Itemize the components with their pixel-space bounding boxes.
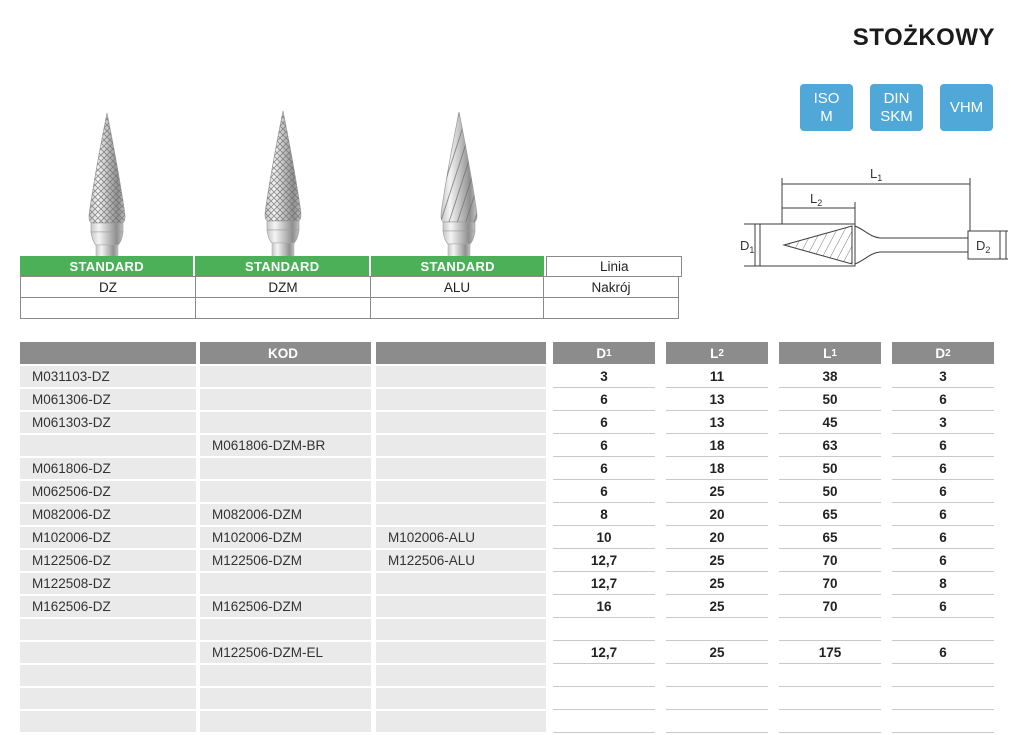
d1-value — [553, 665, 655, 687]
kod-cell-dzm — [200, 412, 371, 433]
d1-value: 6 — [553, 458, 655, 480]
table-row — [20, 412, 997, 435]
standard-header: STANDARD — [371, 256, 544, 277]
l2-value: 25 — [666, 573, 768, 595]
d2-value — [892, 711, 994, 733]
kod-cell-alu — [376, 619, 546, 640]
table-row — [20, 711, 997, 734]
d1-value: 16 — [553, 596, 655, 618]
l2-value — [666, 688, 768, 710]
d1-value: 6 — [553, 412, 655, 434]
kod-cell-dzm — [200, 573, 371, 594]
l2-value — [666, 711, 768, 733]
diagram-label-l2: $L_2$ — [810, 191, 823, 208]
d2-value — [892, 665, 994, 687]
l1-value: 50 — [779, 458, 881, 480]
d2-value: 6 — [892, 458, 994, 480]
variant-empty-row — [20, 298, 682, 319]
diagram-label-l1: $L_1$ — [870, 166, 883, 183]
kod-cell-alu — [376, 389, 546, 410]
kod-cell-dz: M061806-DZ — [20, 458, 196, 479]
d2-value: 8 — [892, 573, 994, 595]
variant-dz: DZ — [20, 276, 196, 298]
kod-cell-alu — [376, 642, 546, 663]
kod-cell-alu — [376, 596, 546, 617]
d2-value: 6 — [892, 596, 994, 618]
kod-cell-dz — [20, 688, 196, 709]
badge-line: M — [820, 107, 833, 125]
page-title: STOŻKOWY — [852, 24, 995, 51]
kod-cell-alu — [376, 366, 546, 387]
kod-cell-dzm — [200, 619, 371, 640]
kod-cell-dzm: M102006-DZM — [200, 527, 371, 548]
kod-cell-alu — [376, 412, 546, 433]
table-row — [20, 573, 997, 596]
kod-cell-dz: M122508-DZ — [20, 573, 196, 594]
l1-value: 38 — [779, 366, 881, 388]
d2-value: 6 — [892, 481, 994, 503]
burr-image-dz — [89, 113, 125, 256]
d2-value: 6 — [892, 504, 994, 526]
variant-header-row — [20, 256, 682, 277]
l1-value: 63 — [779, 435, 881, 457]
l1-value: 65 — [779, 504, 881, 526]
kod-cell-alu — [376, 481, 546, 502]
col-header-l1: L 1 — [779, 342, 881, 364]
kod-cell-dz: M162506-DZ — [20, 596, 196, 617]
kod-cell-alu — [376, 458, 546, 479]
l1-value: 50 — [779, 481, 881, 503]
kod-cell-alu — [376, 435, 546, 456]
table-row — [20, 389, 997, 412]
kod-cell-alu — [376, 573, 546, 594]
l2-value: 18 — [666, 458, 768, 480]
product-images — [20, 85, 560, 256]
d1-value: 6 — [553, 435, 655, 457]
kod-cell-dz: M082006-DZ — [20, 504, 196, 525]
table-row — [20, 504, 997, 527]
badge-din-skm — [870, 84, 923, 131]
l1-value: 175 — [779, 642, 881, 664]
empty-cell — [370, 297, 544, 319]
kod-cell-dz: M102006-DZ — [20, 527, 196, 548]
l1-value — [779, 619, 881, 641]
l1-value — [779, 711, 881, 733]
kod-cell-dzm: M122506-DZM — [200, 550, 371, 571]
l2-value: 20 — [666, 527, 768, 549]
l2-value: 25 — [666, 642, 768, 664]
l2-value: 25 — [666, 596, 768, 618]
d2-value: 3 — [892, 412, 994, 434]
table-row — [20, 481, 997, 504]
l2-value — [666, 665, 768, 687]
burr-image-dzm — [265, 111, 301, 256]
spec-table-header — [20, 342, 997, 364]
diagram-label-d2: $D_2$ — [976, 238, 991, 255]
d1-value: 6 — [553, 389, 655, 411]
nakroj-cell: Nakrój — [543, 276, 679, 298]
badge-vhm — [940, 84, 993, 131]
kod-cell-dzm — [200, 458, 371, 479]
kod-cell-alu: M122506-ALU — [376, 550, 546, 571]
l1-value — [779, 688, 881, 710]
spec-table — [20, 342, 997, 734]
l1-value: 70 — [779, 550, 881, 572]
d2-value: 6 — [892, 389, 994, 411]
kod-cell-dz — [20, 619, 196, 640]
l1-value: 65 — [779, 527, 881, 549]
d1-value: 3 — [553, 366, 655, 388]
col-header-d1: D 1 — [553, 342, 655, 364]
kod-cell-dz: M122506-DZ — [20, 550, 196, 571]
table-row — [20, 596, 997, 619]
l2-value — [666, 619, 768, 641]
l2-value: 25 — [666, 550, 768, 572]
kod-cell-dz — [20, 435, 196, 456]
d2-value — [892, 688, 994, 710]
kod-cell-dz — [20, 711, 196, 732]
col-header-l2: L 2 — [666, 342, 768, 364]
table-row — [20, 665, 997, 688]
table-row — [20, 619, 997, 642]
kod-cell-dzm — [200, 665, 371, 686]
empty-cell — [20, 297, 196, 319]
variant-dzm: DZM — [195, 276, 371, 298]
badge-line: DIN — [883, 90, 910, 108]
table-row — [20, 458, 997, 481]
linia-header: Linia — [546, 256, 682, 277]
l2-value: 13 — [666, 389, 768, 411]
kod-cell-dz: M062506-DZ — [20, 481, 196, 502]
kod-cell-alu — [376, 711, 546, 732]
d1-value: 10 — [553, 527, 655, 549]
kod-cell-dzm: M122506-DZM-EL — [200, 642, 371, 663]
table-row — [20, 642, 997, 665]
d2-value: 3 — [892, 366, 994, 388]
l2-value: 18 — [666, 435, 768, 457]
dimension-diagram — [740, 158, 1011, 270]
kod-cell-alu — [376, 665, 546, 686]
table-row — [20, 527, 997, 550]
l1-value: 50 — [779, 389, 881, 411]
main-table-body — [20, 366, 997, 734]
d1-value: 12,7 — [553, 642, 655, 664]
variant-table — [20, 256, 682, 319]
empty-cell — [195, 297, 371, 319]
table-row — [20, 550, 997, 573]
l1-value: 70 — [779, 573, 881, 595]
burr-image-alu — [441, 112, 477, 256]
kod-cell-dzm: M082006-DZM — [200, 504, 371, 525]
d1-value — [553, 619, 655, 641]
col-header-d2: D 2 — [892, 342, 994, 364]
variant-name-row — [20, 277, 682, 298]
l2-value: 25 — [666, 481, 768, 503]
kod-cell-dzm — [200, 688, 371, 709]
kod-cell-dz — [20, 642, 196, 663]
empty-cell — [543, 297, 679, 319]
standard-header: STANDARD — [195, 256, 368, 277]
kod-cell-dz: M031103-DZ — [20, 366, 196, 387]
l2-value: 20 — [666, 504, 768, 526]
l1-value: 45 — [779, 412, 881, 434]
kod-cell-dzm — [200, 366, 371, 387]
kod-cell-dzm — [200, 711, 371, 732]
kod-cell-dz: M061303-DZ — [20, 412, 196, 433]
badge-row — [800, 84, 993, 131]
kod-cell-alu — [376, 688, 546, 709]
l2-value: 13 — [666, 412, 768, 434]
d1-value: 12,7 — [553, 573, 655, 595]
kod-cell-dzm: M162506-DZM — [200, 596, 371, 617]
kod-cell-dzm: M061806-DZM-BR — [200, 435, 371, 456]
l1-value — [779, 665, 881, 687]
table-row — [20, 688, 997, 711]
kod-cell-alu — [376, 504, 546, 525]
kod-header-label: KOD — [268, 345, 298, 361]
badge-iso-m — [800, 84, 853, 131]
l2-value: 11 — [666, 366, 768, 388]
d1-value — [553, 711, 655, 733]
kod-cell-dzm — [200, 389, 371, 410]
d1-value: 12,7 — [553, 550, 655, 572]
kod-cell-dzm — [200, 481, 371, 502]
kod-cell-dz — [20, 665, 196, 686]
diagram-label-d1: $D_1$ — [740, 238, 755, 255]
standard-header: STANDARD — [20, 256, 193, 277]
d2-value: 6 — [892, 642, 994, 664]
d1-value: 8 — [553, 504, 655, 526]
d1-value — [553, 688, 655, 710]
table-row — [20, 435, 997, 458]
table-row — [20, 366, 997, 389]
d2-value — [892, 619, 994, 641]
badge-line: SKM — [880, 107, 913, 125]
l1-value: 70 — [779, 596, 881, 618]
d2-value: 6 — [892, 527, 994, 549]
kod-cell-dz: M061306-DZ — [20, 389, 196, 410]
badge-line: ISO — [813, 90, 840, 108]
kod-cell-alu: M102006-ALU — [376, 527, 546, 548]
d2-value: 6 — [892, 550, 994, 572]
variant-alu: ALU — [370, 276, 544, 298]
d2-value: 6 — [892, 435, 994, 457]
badge-line: VHM — [949, 98, 984, 116]
d1-value: 6 — [553, 481, 655, 503]
